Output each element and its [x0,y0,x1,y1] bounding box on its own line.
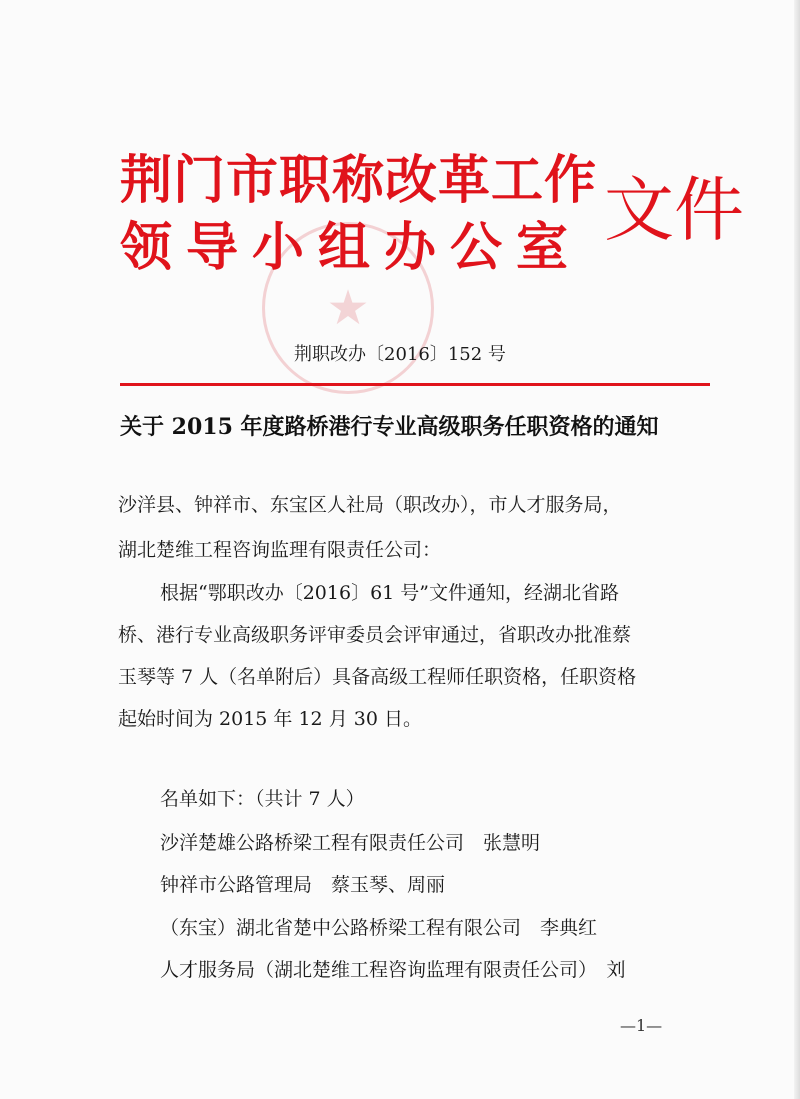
list-item: （东宝）湖北省楚中公路桥梁工程有限公司 李典红 [160,917,598,939]
issuing-org-line-2: 领导小组办公室 [120,217,583,278]
body-paragraph-line-1: 根据“鄂职改办〔2016〕61 号”文件通知，经湖北省路 [160,582,619,604]
page-number: —1— [620,1016,663,1035]
list-item: 沙洋楚雄公路桥梁工程有限责任公司 张慧明 [160,832,541,854]
body-paragraph-line-2: 桥、港行专业高级职务评审委员会评审通过，省职改办批准蔡 [118,624,632,646]
document-number: 荆职改办〔2016〕152 号 [294,344,506,365]
list-heading: 名单如下：（共计 7 人） [160,788,365,810]
page-edge-shadow [794,0,800,1099]
list-item: 钟祥市公路管理局 蔡玉琴、周丽 [160,874,446,896]
document-type-label: 文件 [604,169,744,251]
list-item: 人才服务局（湖北楚维工程咨询监理有限责任公司） 刘 [160,959,626,981]
issuing-org-line-1: 荆门市职称改革工作 [120,150,598,211]
body-paragraph-line-3: 玉琴等 7 人（名单附后）具备高级工程师任职资格，任职资格 [118,666,637,688]
body-paragraph-line-4: 起始时间为 2015 年 12 月 30 日。 [118,708,422,730]
seal-star-icon: ★ [326,280,370,336]
addressee-line-2: 湖北楚维工程咨询监理有限责任公司： [118,539,442,561]
addressee-line-1: 沙洋县、钟祥市、东宝区人社局（职改办），市人才服务局， [118,494,622,516]
document-title: 关于 2015 年度路桥港行专业高级职务任职资格的通知 [120,414,659,440]
red-divider [120,383,710,386]
